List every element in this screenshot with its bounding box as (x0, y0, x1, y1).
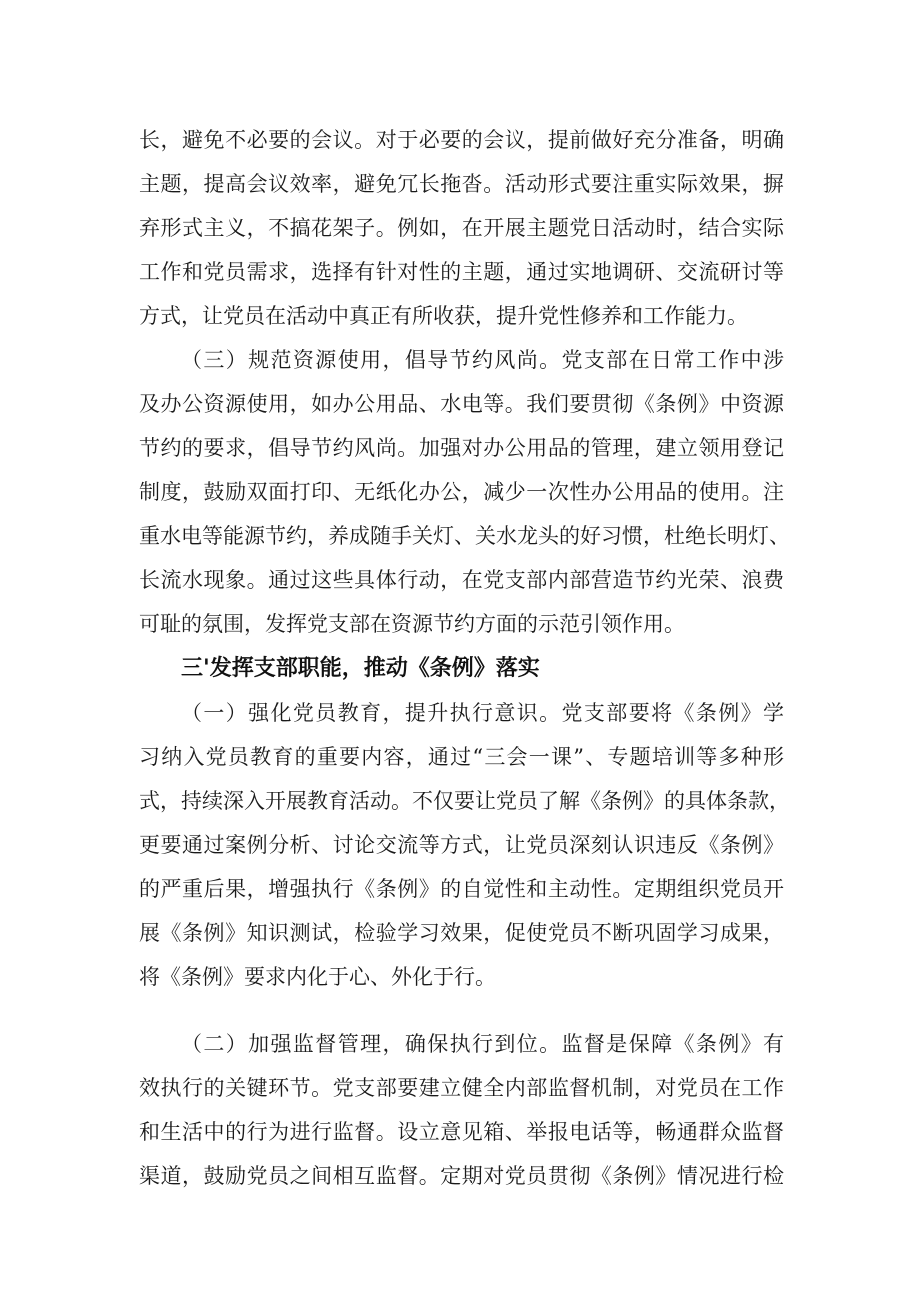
text-line: 长流水现象。通过这些具体行动，在党支部内部营造节约光荣、浪费 (139, 568, 784, 592)
text-line: 更要通过案例分析、讨论交流等方式，让党员深刻认识违反《条例》 (139, 833, 784, 857)
text-line: 方式，让党员在活动中真正有所收获，提升党性修养和工作能力。 (139, 304, 748, 328)
text-line: 和生活中的行为进行监督。设立意见箱、举报电话等，畅通群众监督 (139, 1120, 784, 1144)
text-line: 主题，提高会议效率，避免冗长拖沓。活动形式要注重实际效果，摒 (139, 172, 784, 196)
paragraph-first-line: （一）强化党员教育，提升执行意识。党支部要将《条例》学 (181, 701, 784, 725)
text-line: 将《条例》要求内化于心、外化于行。 (139, 965, 496, 989)
text-line: 习纳入党员教育的重要内容，通过“三会一课”、专题培训等多种形 (139, 745, 784, 769)
text-line: 渠道，鼓励党员之间相互监督。定期对党员贯彻《条例》情况进行检 (139, 1164, 784, 1188)
paragraph-first-line: （二）加强监督管理，确保执行到位。监督是保障《条例》有 (181, 1032, 784, 1056)
text-line: 式，持续深入开展教育活动。不仅要让党员了解《条例》的具体条款， (139, 789, 790, 813)
text-line: 工作和党员需求，选择有针对性的主题，通过实地调研、交流研讨等 (139, 260, 784, 284)
text-line: 效执行的关键环节。党支部要建立健全内部监督机制，对党员在工作 (139, 1076, 784, 1100)
text-line: 展《条例》知识测试，检验学习效果，促使党员不断巩固学习成果， (139, 921, 784, 945)
text-line: 弃形式主义，不搞花架子。例如，在开展主题党日活动时，结合实际 (139, 216, 784, 240)
section-heading: 三'发挥支部职能，推动《条例》落实 (181, 656, 540, 681)
text-line: 重水电等能源节约，养成随手关灯、关水龙头的好习惯，杜绝长明灯、 (139, 524, 790, 548)
text-line: 长，避免不必要的会议。对于必要的会议，提前做好充分准备，明确 (139, 128, 784, 152)
text-line: 的严重后果，增强执行《条例》的自觉性和主动性。定期组织党员开 (139, 877, 784, 901)
text-line: 节约的要求，倡导节约风尚。加强对办公用品的管理，建立领用登记 (139, 436, 784, 460)
text-line: 可耻的氛围，发挥党支部在资源节约方面的示范引领作用。 (139, 612, 685, 636)
text-line: 及办公资源使用，如办公用品、水电等。我们要贯彻《条例》中资源 (139, 392, 784, 416)
text-line: 制度，鼓励双面打印、无纸化办公，减少一次性办公用品的使用。注 (139, 480, 784, 504)
paragraph-first-line: （三）规范资源使用，倡导节约风尚。党支部在日常工作中涉 (181, 348, 784, 372)
